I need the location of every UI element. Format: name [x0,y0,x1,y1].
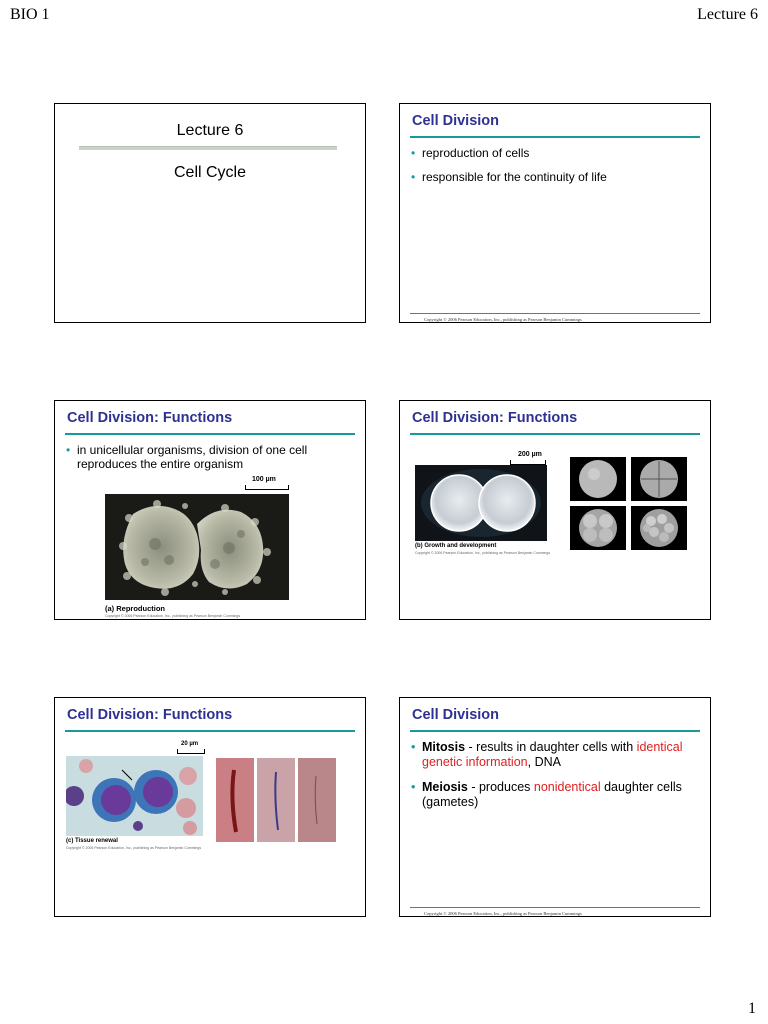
title-divider [79,146,337,150]
figure-credit: Copyright © 2006 Pearson Education, Inc., publishing as Pearson Benjamin Cummings [415,551,551,555]
slide-subtitle: Cell Cycle [173,164,246,181]
title-rule [410,730,700,732]
slide-title: Cell Division: Functions [67,707,233,723]
bullet-text: , DNA [527,755,561,769]
term-meiosis: Meiosis [422,780,468,794]
slide-title: Lecture 6 [176,122,244,139]
footer-rule [410,907,700,908]
slide-3 [54,400,366,620]
scale-bar [177,749,205,754]
slide-title: Cell Division [412,707,500,723]
slide-title: Cell Division: Functions [67,410,233,426]
title-rule [65,433,355,435]
bullet-item: • in unicellular organisms, division of one cell reproduces the entire organism [65,443,345,471]
figure-credit: Copyright © 2006 Pearson Education, Inc., publishing as Pearson Benjamin Cummings [66,846,202,850]
title-rule [65,730,355,732]
slide-6 [399,697,711,917]
bullet-item: • reproduction of cells [410,146,698,160]
scale-label: 20 µm [181,741,199,747]
copyright-text: Copyright © 2006 Pearson Education, Inc., publishing as Pearson Benjamin Cummings [424,911,582,916]
scale-label: 100 µm [252,476,276,483]
page-number: 1 [748,1000,756,1017]
wound-healing-photos-image [216,758,336,842]
bullet-mitosis [410,740,698,770]
bullet-text: - results in daughter cells with [465,740,637,754]
title-rule [410,433,700,435]
slide-5 [54,697,366,917]
bullet-item: • responsible for the continuity of life [410,170,698,184]
slide-4 [399,400,711,620]
title-rule [410,136,700,138]
micrograph-tissue-cells-image [66,756,203,836]
highlight-text: nonidentical [533,780,601,794]
bullet-list [65,443,345,481]
bullet-text: - produces [467,780,534,794]
term-mitosis: Mitosis [422,740,466,754]
bullet-list [410,146,698,194]
slide-2 [399,103,711,323]
figure-caption: (b) Growth and development [415,543,497,549]
bullet-meiosis [410,780,698,810]
figure-caption: (a) Reproduction [105,604,165,613]
scale-label: 200 µm [518,451,542,458]
bullet-text: daughter cells (gametes) [422,780,682,809]
header-lecture: Lecture 6 [697,6,758,23]
highlight-text: identical genetic information [422,740,683,769]
figure-caption: (c) Tissue renewal [66,838,118,844]
micrograph-amoeba-image [105,494,289,600]
bullet-list [410,740,698,820]
scale-bar [245,485,289,490]
figure-credit: Copyright © 2006 Pearson Education, Inc., publishing as Pearson Benjamin Cummings [105,614,241,618]
micrograph-two-cell-embryo-image [415,465,547,541]
slide-title: Cell Division: Functions [412,410,578,426]
header-course: BIO 1 [10,6,50,23]
copyright-text: Copyright © 2006 Pearson Education, Inc., publishing as Pearson Benjamin Cummings [424,317,582,322]
slide-title: Cell Division [412,113,500,129]
footer-rule [410,313,700,314]
embryo-cleavage-stages-image [570,457,688,551]
slide-1 [54,103,366,323]
